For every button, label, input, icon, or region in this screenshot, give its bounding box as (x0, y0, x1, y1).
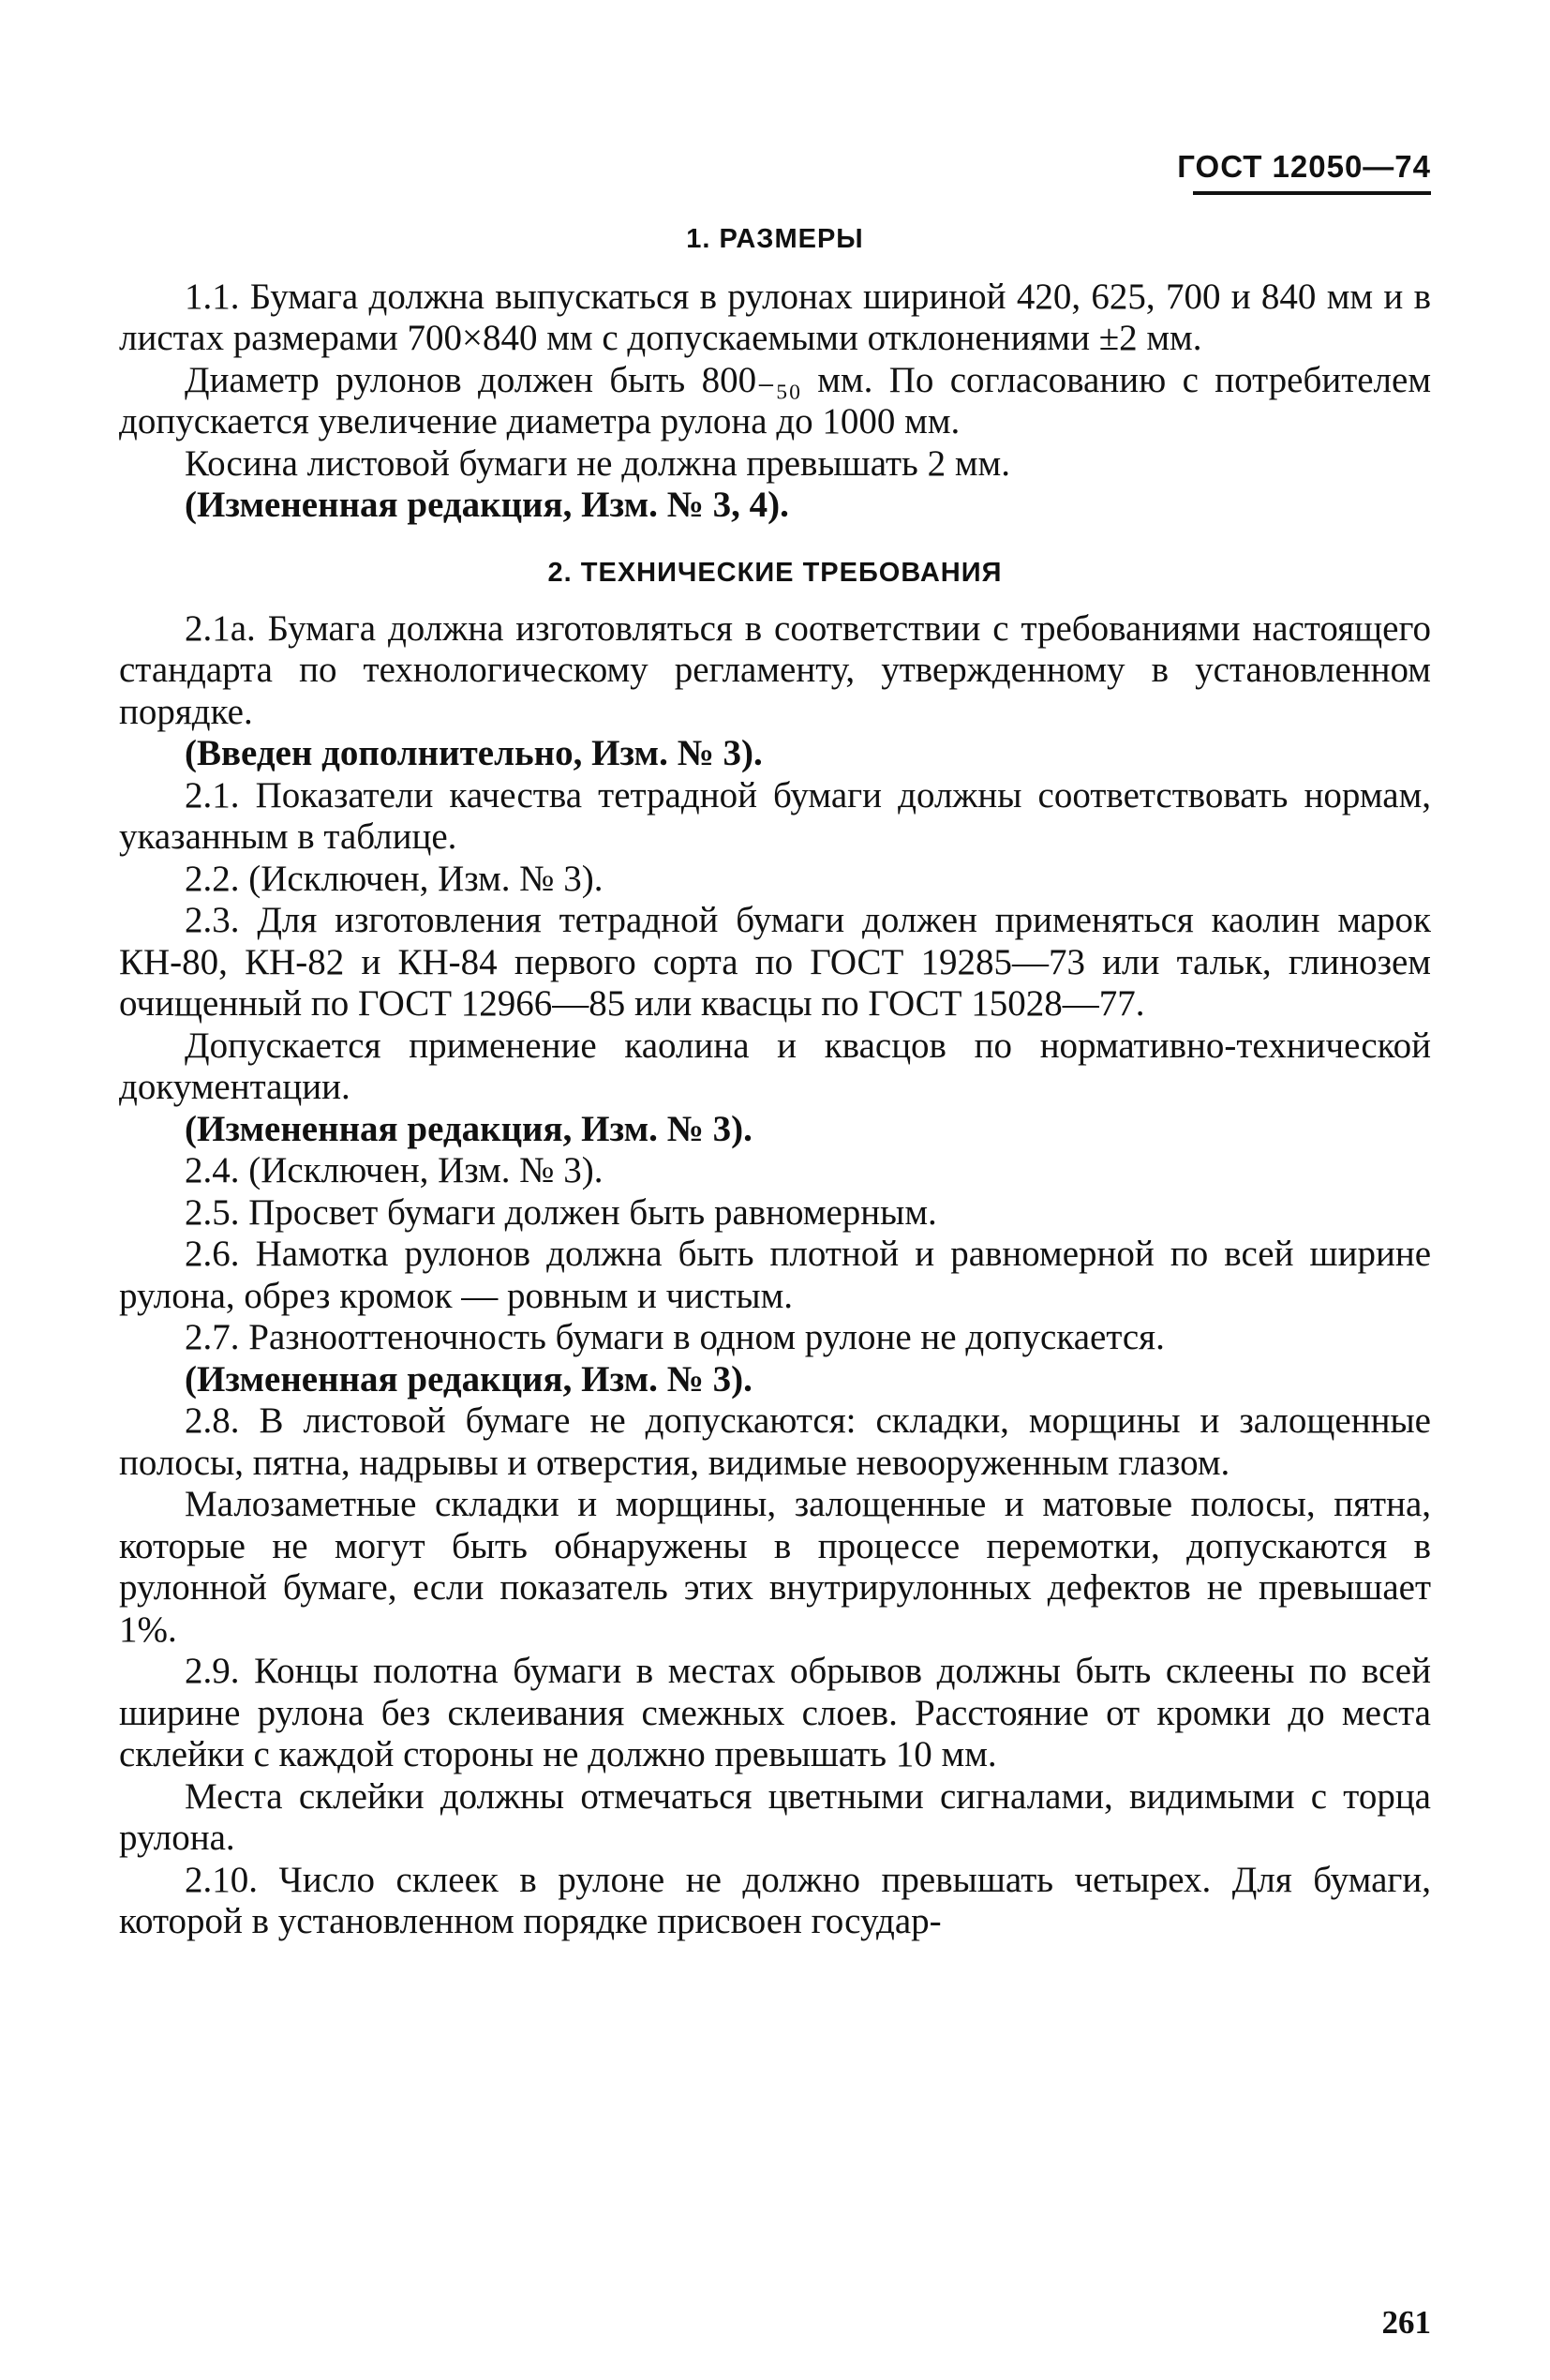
paragraph-2-3: 2.3. Для изготовления тетрадной бумаги должен применяться каолин марок КН-80, КН-82 и КН-84 первого сорта по ГОСТ 19285—73 или тальк, глинозем очищенный по ГОСТ 12966—85 или квасцы по ГОСТ 15028—77. (119, 900, 1431, 1025)
paragraph-2-3-note: Допускается применение каолина и квасцов по нормативно-технической документации. (119, 1025, 1431, 1108)
page-content (119, 223, 1431, 1943)
paragraph-2-4: 2.4. (Исключен, Изм. № 3). (185, 1150, 604, 1191)
section-title-technical-requirements: 2. ТЕХНИЧЕСКИЕ ТРЕБОВАНИЯ (547, 557, 1003, 588)
paragraph-sheet-skew: Косина листовой бумаги не должна превышать 2 мм. (185, 442, 1010, 484)
paragraph-2-8-note: Малозаметные складки и морщины, залощенные и матовые полосы, пятна, которые не могут быть обнаружены в процессе перемотки, допускаются в рулонной бумаге, если показатель этих внутрирулонных дефектов не превышает 1%. (119, 1484, 1431, 1650)
section-title-dimensions: 1. РАЗМЕРЫ (686, 224, 864, 254)
amendment-note: (Измененная редакция, Изм. № 3). (185, 1108, 753, 1149)
paragraph-2-7: 2.7. Разнооттеночность бумаги в одном рулоне не допускается. (185, 1317, 1165, 1358)
paragraph-2-6: 2.6. Намотка рулонов должна быть плотной и равномерной по всей ширине рулона, обрез кромок — ровным и чистым. (119, 1234, 1431, 1316)
page-number: 261 (1381, 2304, 1431, 2341)
paragraph-2-2: 2.2. (Исключен, Изм. № 3). (185, 858, 604, 899)
standard-number: ГОСТ 12050—74 (1177, 149, 1431, 184)
amendment-note: (Введен дополнительно, Изм. № 3). (185, 733, 763, 774)
paragraph-2-8: 2.8. В листовой бумаге не допускаются: складки, морщины и залощенные полосы, пятна, надрывы и отверстия, видимые невооруженным глазом. (119, 1400, 1431, 1483)
paragraph-2-1: 2.1. Показатели качества тетрадной бумаги должны соответствовать нормам, указанным в таблице. (119, 774, 1431, 858)
paragraph-1-1: 1.1. Бумага должна выпускаться в рулонах шириной 420, 625, 700 и 840 мм и в листах размерами 700×840 мм с допускаемыми отклонениями ±2 мм. (119, 276, 1431, 359)
paragraph-2-5: 2.5. Просвет бумаги должен быть равномерным. (185, 1191, 937, 1233)
paragraph-2-10: 2.10. Число склеек в рулоне не должно превышать четырех. Для бумаги, которой в установленном порядке присвоен государ- (119, 1859, 1431, 1942)
document-page (119, 131, 1431, 2343)
amendment-note: (Измененная редакция, Изм. № 3). (185, 1358, 753, 1400)
paragraph-2-9-note: Места склейки должны отмечаться цветными сигналами, видимыми с торца рулона. (119, 1775, 1431, 1859)
paragraph-2-1a: 2.1а. Бумага должна изготовляться в соответствии с требованиями настоящего стандарта по технологическому регламенту, утвержденному в установленном порядке. (119, 607, 1431, 732)
amendment-note: (Измененная редакция, Изм. № 3, 4). (185, 485, 789, 526)
page-header (1177, 150, 1431, 195)
paragraph-roll-diameter: Диаметр рулонов должен быть 800₋₅₀ мм. По согласованию с потребителем допускается увеличение диаметра рулона до 1000 мм. (119, 359, 1431, 442)
paragraph-2-9: 2.9. Концы полотна бумаги в местах обрывов должны быть склеены по всей ширине рулона без склеивания смежных слоев. Расстояние от кромки до места склейки с каждой стороны не должно превышать 10 мм. (119, 1651, 1431, 1775)
header-rule (1193, 191, 1431, 195)
